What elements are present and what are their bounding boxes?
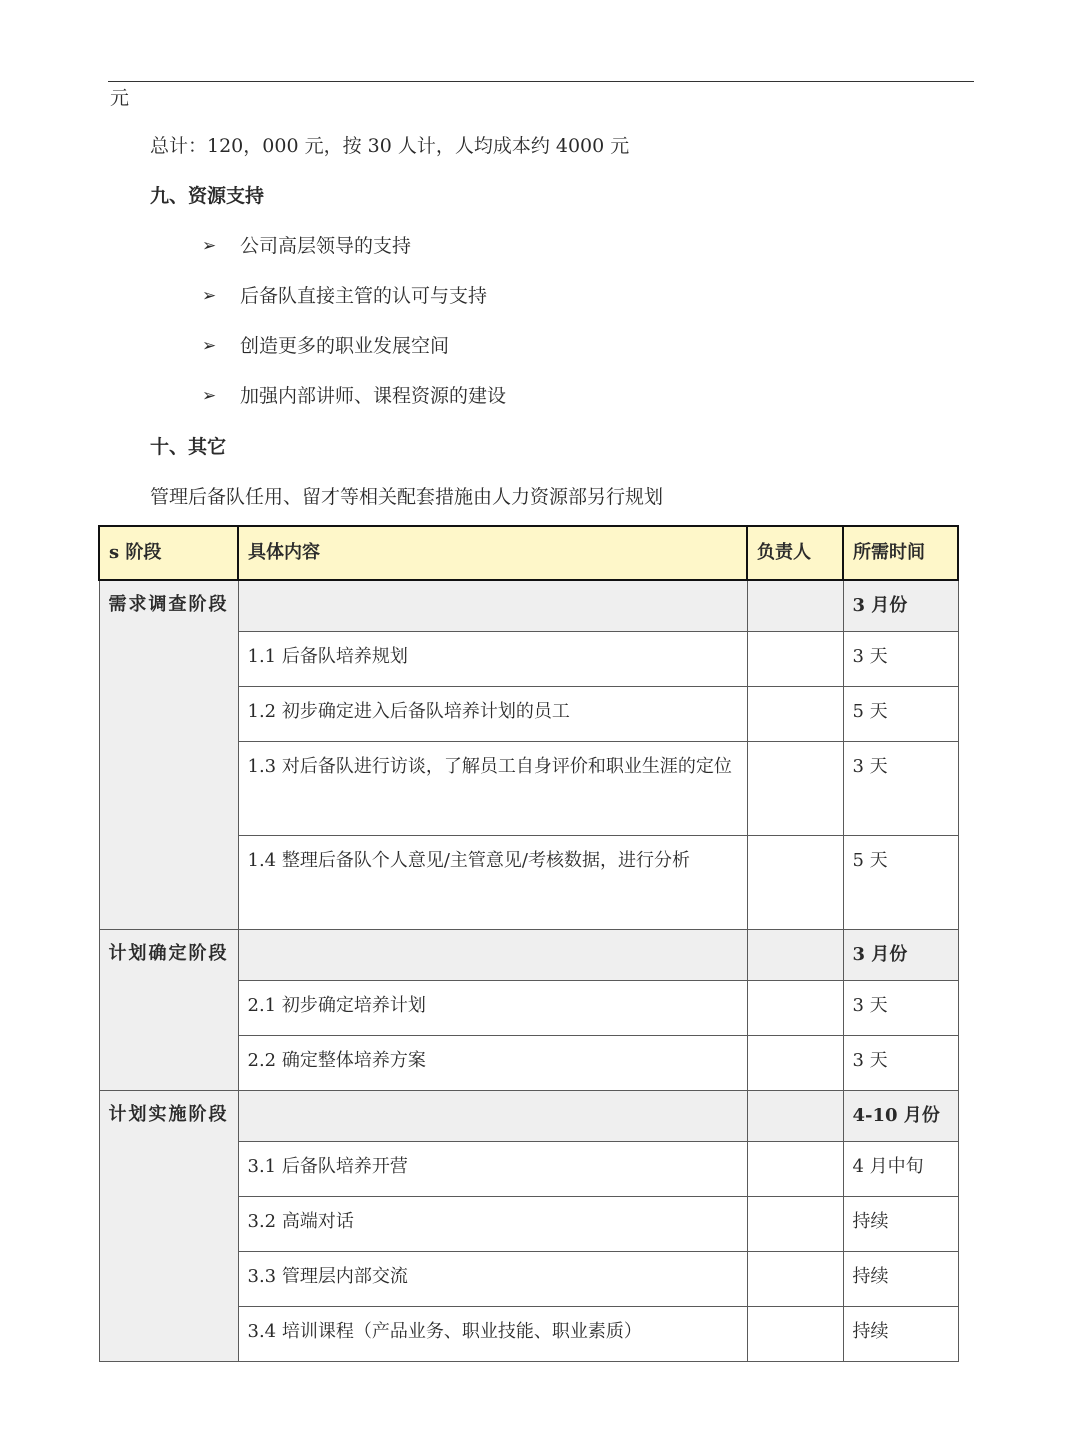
item-owner <box>747 1252 843 1307</box>
item-owner <box>747 836 843 930</box>
item-time: 持续 <box>843 1252 958 1307</box>
stage-owner-cell <box>747 580 843 632</box>
stage-content-cell <box>238 1091 747 1142</box>
schedule-table <box>98 525 959 1362</box>
stage-time: 3 月份 <box>843 580 958 632</box>
arrow-bullet-icon: ➢ <box>202 236 217 256</box>
stage-content-cell <box>238 580 747 632</box>
item-content: 1.2 初步确定进入后备队培养计划的员工 <box>238 687 747 742</box>
item-content: 3.2 高端对话 <box>238 1197 747 1252</box>
section9-bullet: 创造更多的职业发展空间 <box>240 335 450 357</box>
header-time: 所需时间 <box>843 526 958 580</box>
item-content: 1.1 后备队培养规划 <box>238 632 747 687</box>
item-content: 1.3 对后备队进行访谈，了解员工自身评价和职业生涯的定位 <box>238 742 747 836</box>
item-time: 3 天 <box>843 632 958 687</box>
header-rule <box>108 81 974 82</box>
section9-title: 九、资源支持 <box>150 185 265 207</box>
stage-name: 计划确定阶段 <box>99 930 238 1091</box>
section9-bullet: 加强内部讲师、课程资源的建设 <box>240 385 507 407</box>
section9-bullet: 公司高层领导的支持 <box>240 235 412 257</box>
item-owner <box>747 632 843 687</box>
section10-title: 十、其它 <box>150 436 227 458</box>
header-content: 具体内容 <box>238 526 747 580</box>
item-time: 持续 <box>843 1307 958 1362</box>
item-content: 3.4 培训课程（产品业务、职业技能、职业素质） <box>238 1307 747 1362</box>
arrow-bullet-icon: ➢ <box>202 286 217 306</box>
item-time: 4 月中旬 <box>843 1142 958 1197</box>
header-owner: 负责人 <box>747 526 843 580</box>
stage-row <box>99 930 958 981</box>
section9-bullet: 后备队直接主管的认可与支持 <box>240 285 488 307</box>
stage-content-cell <box>238 930 747 981</box>
section10-text: 管理后备队任用、留才等相关配套措施由人力资源部另行规划 <box>150 486 664 508</box>
stage-row <box>99 580 958 632</box>
item-time: 5 天 <box>843 836 958 930</box>
stage-time: 3 月份 <box>843 930 958 981</box>
total-cost-line: 总计：120，000 元，按 30 人计，人均成本约 4000 元 <box>150 135 630 157</box>
item-owner <box>747 1036 843 1091</box>
item-time: 3 天 <box>843 742 958 836</box>
item-content: 3.1 后备队培养开营 <box>238 1142 747 1197</box>
item-time: 3 天 <box>843 981 958 1036</box>
arrow-bullet-icon: ➢ <box>202 386 217 406</box>
item-owner <box>747 1142 843 1197</box>
item-content: 3.3 管理层内部交流 <box>238 1252 747 1307</box>
item-owner <box>747 1197 843 1252</box>
stage-name: 需求调查阶段 <box>99 580 238 930</box>
top-fragment: 元 <box>110 87 130 109</box>
stage-owner-cell <box>747 1091 843 1142</box>
item-owner <box>747 742 843 836</box>
arrow-bullet-icon: ➢ <box>202 336 217 356</box>
item-time: 持续 <box>843 1197 958 1252</box>
stage-name: 计划实施阶段 <box>99 1091 238 1362</box>
item-time: 5 天 <box>843 687 958 742</box>
stage-row <box>99 1091 958 1142</box>
header-stage: s 阶段 <box>99 526 238 580</box>
item-time: 3 天 <box>843 1036 958 1091</box>
item-owner <box>747 1307 843 1362</box>
item-content: 2.1 初步确定培养计划 <box>238 981 747 1036</box>
item-owner <box>747 687 843 742</box>
item-content: 2.2 确定整体培养方案 <box>238 1036 747 1091</box>
stage-time: 4-10 月份 <box>843 1091 958 1142</box>
stage-owner-cell <box>747 930 843 981</box>
item-owner <box>747 981 843 1036</box>
item-content: 1.4 整理后备队个人意见/主管意见/考核数据，进行分析 <box>238 836 747 930</box>
table-header-row <box>99 526 958 580</box>
